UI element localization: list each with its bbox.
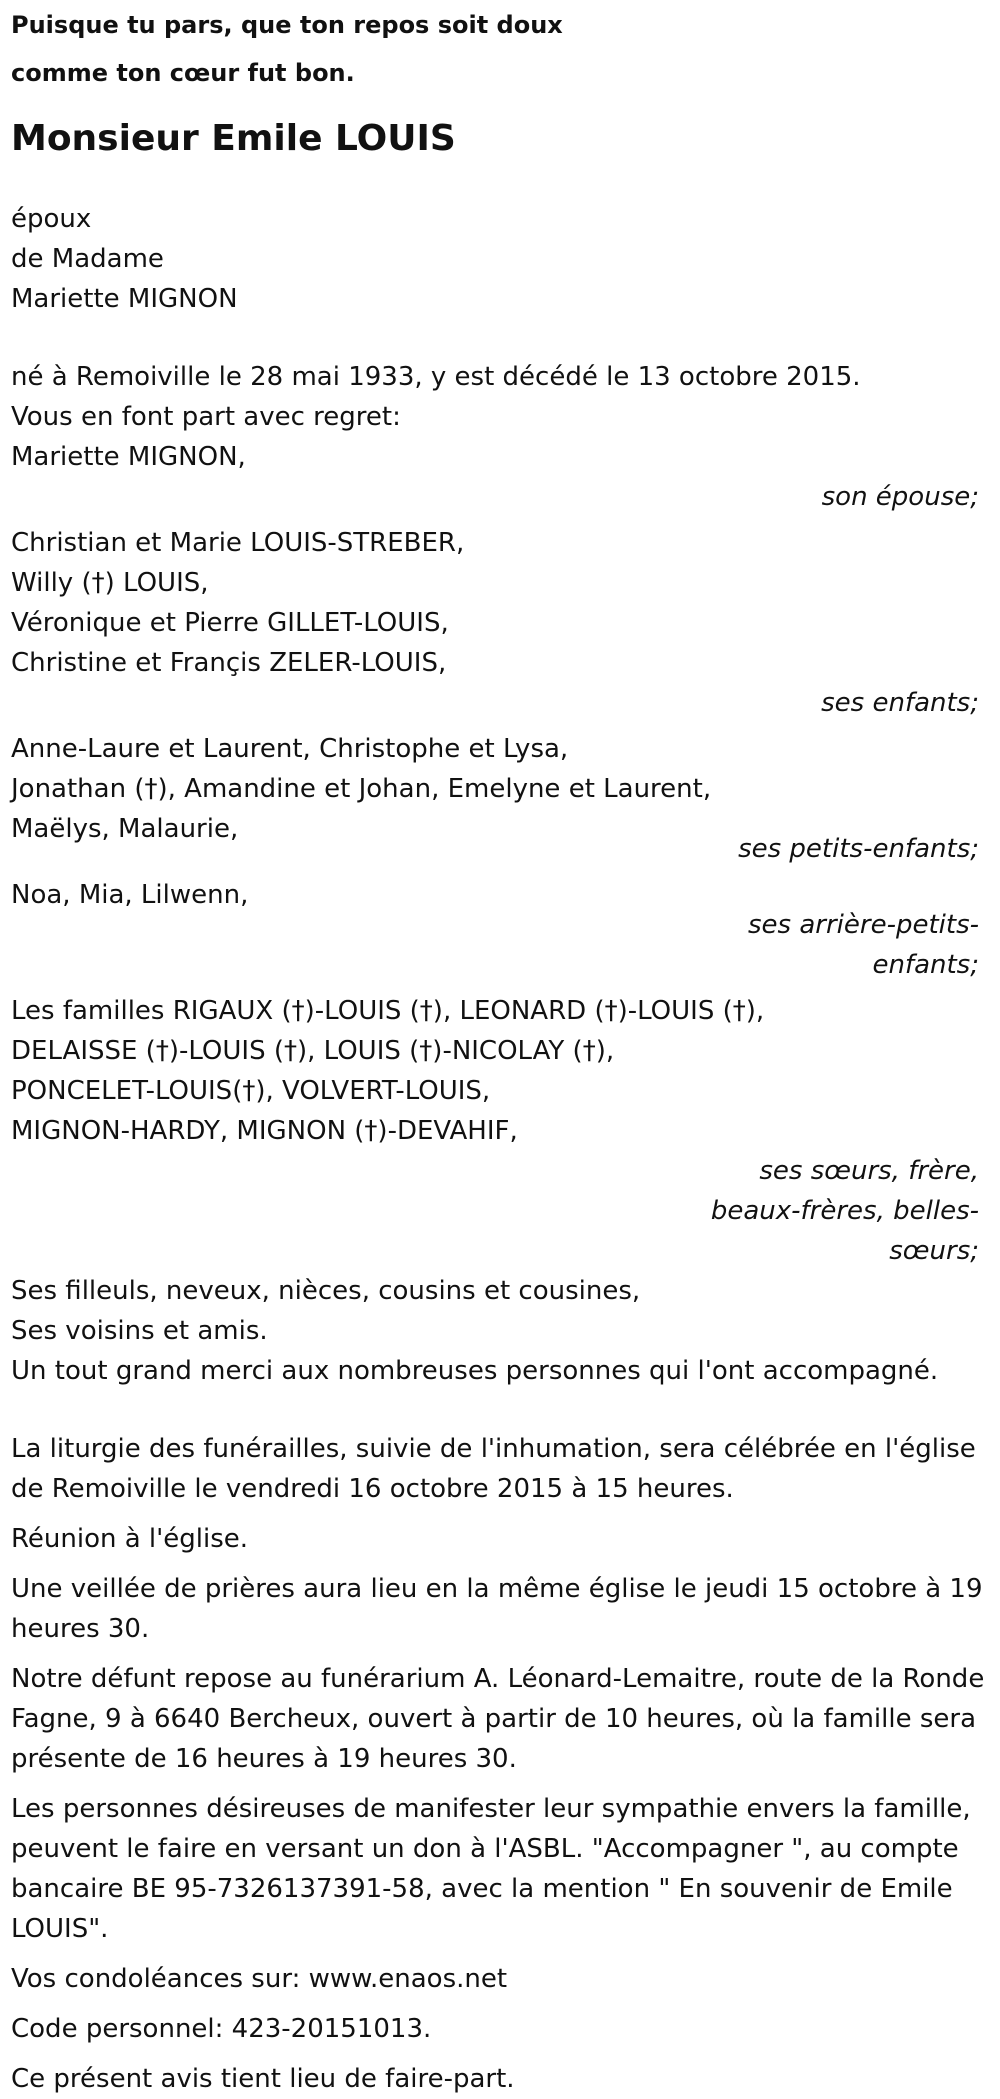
personal-code: Code personnel: 423-20151013. xyxy=(11,2014,432,2044)
spouse-line: Mariette MIGNON xyxy=(11,284,238,314)
family-group xyxy=(11,729,989,869)
spouse-line: époux xyxy=(11,204,92,234)
family-role xyxy=(11,905,989,985)
meeting-info: Réunion à l'église. xyxy=(11,1524,249,1554)
funerarium-info: Notre défunt repose au funérarium A. Léonard-Lemaitre, route de la Ronde Fagne, 9 à 6640 Bercheux, ouvert à partir de 10 heures, où la famille sera présente de 16 heures à 19 heures 30. xyxy=(11,1664,985,1774)
spouse-block xyxy=(11,199,989,319)
family-member: Jonathan (†), Amandine et Johan, Emelyne et Laurent, xyxy=(11,774,712,804)
family-member: Véronique et Pierre GILLET-LOUIS, xyxy=(11,608,449,638)
announcement-intro: Vous en font part avec regret: xyxy=(11,402,401,432)
family-member: Anne-Laure et Laurent, Christophe et Lysa, xyxy=(11,734,569,764)
family-role xyxy=(11,477,989,517)
family-member: Mariette MIGNON, xyxy=(11,442,246,472)
other-line: Un tout grand merci aux nombreuses personnes qui l'ont accompagné. xyxy=(11,1356,939,1386)
family-member: Noa, Mia, Lilwenn, xyxy=(11,880,249,910)
other-line: Ses filleuls, neveux, nièces, cousins et cousines, xyxy=(11,1276,641,1306)
family-group xyxy=(11,991,989,1271)
family-group xyxy=(11,875,989,985)
condolences-info: Vos condoléances sur: www.enaos.net xyxy=(11,1964,508,1994)
family-group xyxy=(11,437,989,517)
family-member: DELAISSE (†)-LOUIS (†), LOUIS (†)-NICOLAY (†), xyxy=(11,1036,615,1066)
birth-death: né à Remoiville le 28 mai 1933, y est décédé le 13 octobre 2015. xyxy=(11,362,861,392)
deceased-name: Monsieur Emile LOUIS xyxy=(11,118,456,159)
family-member: Christian et Marie LOUIS-STREBER, xyxy=(11,528,465,558)
obituary-notice xyxy=(0,1,1000,2099)
family-member: Willy (†) LOUIS, xyxy=(11,568,209,598)
family-role-text: ses enfants; xyxy=(821,688,979,718)
closing-note: Ce présent avis tient lieu de faire-part. xyxy=(11,2064,515,2094)
family-role-text: son épouse; xyxy=(821,482,979,512)
family-member: Maëlys, Malaurie, xyxy=(11,814,239,844)
family-member: Christine et Françis ZELER-LOUIS, xyxy=(11,648,447,678)
other-relatives xyxy=(11,1271,989,1391)
family-group xyxy=(11,523,989,723)
epitaph-line: Puisque tu pars, que ton repos soit doux xyxy=(11,11,563,39)
family-role xyxy=(11,683,989,723)
donation-info: Les personnes désireuses de manifester leur sympathie envers la famille, peuvent le faire en versant un don à l'ASBL. "Accompagner ", au compte bancaire BE 95-7326137391-58, avec la mention " En souvenir de Emile LOUIS". xyxy=(11,1794,971,1944)
family-role-text: ses arrière-petits-enfants; xyxy=(748,910,979,980)
epitaph-line: comme ton cœur fut bon. xyxy=(11,59,355,87)
family-role-text: ses sœurs, frère, beaux-frères, belles-sœurs; xyxy=(710,1156,979,1266)
vigil-info: Une veillée de prières aura lieu en la même église le jeudi 15 octobre à 19 heures 30. xyxy=(11,1574,983,1644)
family-role-text: ses petits-enfants; xyxy=(738,834,979,864)
family-role xyxy=(11,1151,989,1271)
family-member: Les familles RIGAUX (†)-LOUIS (†), LEONARD (†)-LOUIS (†), xyxy=(11,996,765,1026)
spouse-line: de Madame xyxy=(11,244,164,274)
family-member: PONCELET-LOUIS(†), VOLVERT-LOUIS, xyxy=(11,1076,491,1106)
funeral-info: La liturgie des funérailles, suivie de l'inhumation, sera célébrée en l'église de Remoiville le vendredi 16 octobre 2015 à 15 heures. xyxy=(11,1434,976,1504)
epitaph xyxy=(11,1,989,97)
family-member: MIGNON-HARDY, MIGNON (†)-DEVAHIF, xyxy=(11,1116,518,1146)
other-line: Ses voisins et amis. xyxy=(11,1316,268,1346)
